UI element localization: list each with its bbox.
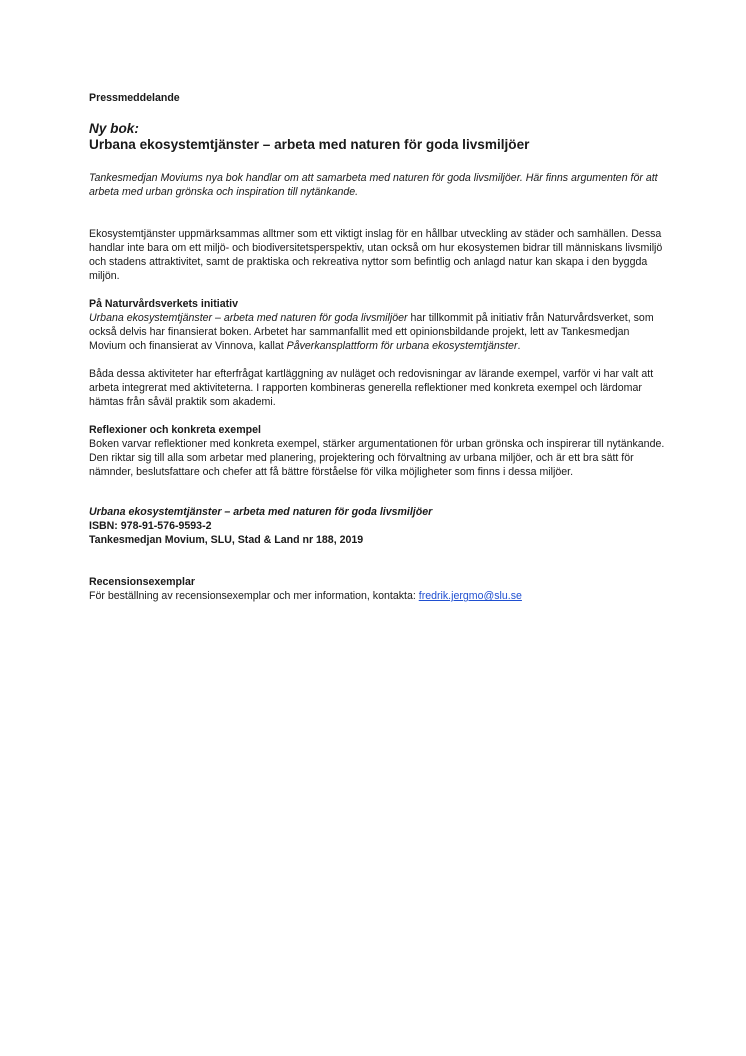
book-publisher: Tankesmedjan Movium, SLU, Stad & Land nr 188, 2019 [89,534,364,546]
document-label: Pressmeddelande [89,92,180,104]
section-heading: På Naturvårdsverkets initiativ [89,298,238,310]
title-prefix: Ny bok: [89,121,139,136]
project-name-inline: Påverkansplattform för urbana ekosystemtjänster [286,340,518,352]
contact-text: För beställning av recensionsexemplar och mer information, kontakta: [89,590,419,602]
section-heading: Recensionsexemplar [89,576,195,588]
press-release [89,91,669,603]
paragraph-text: har tillkommit på initiativ från Naturvårdsverket, som också delvis har finansierat boken. Arbetet har sammanfallit med ett opinionsbildande projekt, lett av Tankesmedjan Movium och finansierat av Vinnova, kallat [89,312,654,352]
book-title: Urbana ekosystemtjänster – arbeta med naturen för goda livsmiljöer [89,506,433,518]
section-paragraph [89,311,669,353]
email-link[interactable]: fredrik.jergmo@slu.se [418,590,522,602]
paragraph-end: . [517,340,521,352]
page-title: Urbana ekosystemtjänster – arbeta med naturen för goda livsmiljöer [89,137,530,152]
book-info [89,505,669,547]
lead-paragraph: Tankesmedjan Moviums nya bok handlar om att samarbeta med naturen för goda livsmiljöer. Här finns argumenten för att arbeta med urban grönska och inspiration till nytänkande. [89,172,658,198]
section-heading: Reflexioner och konkreta exempel [89,424,261,436]
title-block [89,121,669,153]
section-paragraph: Boken varvar reflektioner med konkreta exempel, stärker argumentationen för urban grönska och inspirerar till nytänkande. Den riktar sig till alla som arbetar med planering, projektering och förvaltning av urbana miljöer, och är ett bra sätt för nämnder, beslutsfattare och chefer att få bättre förståelse för vilka möjligheter som finns i dessa miljöer. [89,438,665,478]
section-reflections [89,423,669,479]
contact-paragraph [89,589,669,603]
review-copies [89,575,669,603]
section-initiative [89,297,669,409]
book-title-inline: Urbana ekosystemtjänster – arbeta med naturen för goda livsmiljöer [89,312,408,324]
book-isbn: ISBN: 978-91-576-9593-2 [89,520,212,532]
intro-paragraph: Ekosystemtjänster uppmärksammas alltmer som ett viktigt inslag för en hållbar utveckling av städer och samhällen. Dessa handlar inte bara om ett miljö- och biodiversitetsperspektiv, utan också om hur ekosystemen bidrar till människans livsmiljö och stadens attraktivitet, samt de praktiska och rekreativa nyttor som befintlig och anlagd natur kan skapa i den byggda miljön. [89,228,663,282]
section-paragraph: Båda dessa aktiviteter har efterfrågat kartläggning av nuläget och redovisningar av lärande exempel, varför vi har valt att arbeta integrerat med aktiviteterna. I rapporten kombineras generella reflektioner med konkreta exempel och lärdomar hämtas från såväl praktik som akademi. [89,368,654,408]
